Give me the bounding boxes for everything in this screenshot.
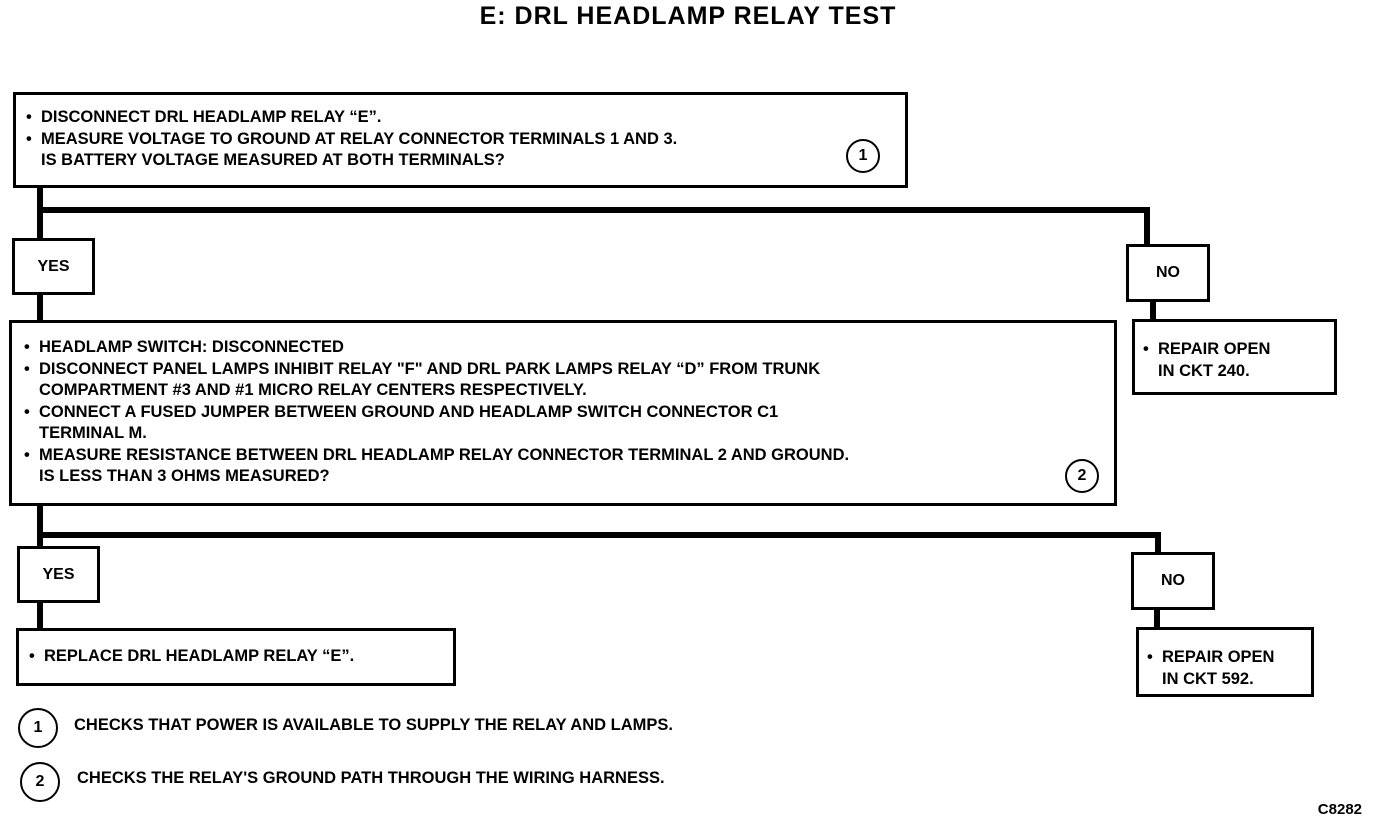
no-action-2-line: • REPAIR OPEN xyxy=(1147,647,1303,669)
page-title: E: DRL HEADLAMP RELAY TEST xyxy=(479,2,897,30)
figure-code: C8282 xyxy=(1317,801,1362,818)
yes-label-2: YES xyxy=(17,546,100,603)
no-action-1-line: • REPAIR OPEN xyxy=(1143,339,1326,361)
step2-line: TERMINAL M. xyxy=(39,424,147,442)
no-action-1-line: IN CKT 240. xyxy=(1158,361,1250,380)
reference-circle-1: 1 xyxy=(846,139,880,173)
step2-question: IS LESS THAN 3 OHMS MEASURED? xyxy=(39,467,330,485)
replace-relay-box xyxy=(16,628,456,686)
no-action-2-line: IN CKT 592. xyxy=(1162,669,1254,688)
no-label-1: NO xyxy=(1126,244,1210,302)
step2-box xyxy=(9,320,1117,506)
yes-action-2-line: • REPLACE DRL HEADLAMP RELAY “E”. xyxy=(29,646,443,668)
no-label-2: NO xyxy=(1131,552,1215,610)
step2-line: COMPARTMENT #3 AND #1 MICRO RELAY CENTERS RESPECTIVELY. xyxy=(39,381,587,399)
note-circle-2: 2 xyxy=(20,762,60,802)
step2-line: • HEADLAMP SWITCH: DISCONNECTED xyxy=(24,337,1102,359)
step1-line: • DISCONNECT DRL HEADLAMP RELAY “E”. xyxy=(26,107,895,129)
connector-step2-no xyxy=(40,535,1158,553)
connector-step1-no xyxy=(40,210,1147,245)
step1-box xyxy=(13,92,908,188)
note-2-text: CHECKS THE RELAY'S GROUND PATH THROUGH THE WIRING HARNESS. xyxy=(77,769,665,787)
yes-label-1: YES xyxy=(12,238,95,295)
note-circle-1: 1 xyxy=(18,708,58,748)
repair-open-592-box xyxy=(1136,627,1314,697)
reference-circle-2: 2 xyxy=(1065,459,1099,493)
step1-question: IS BATTERY VOLTAGE MEASURED AT BOTH TERMINALS? xyxy=(41,151,505,169)
repair-open-240-box xyxy=(1132,319,1337,395)
note-1-text: CHECKS THAT POWER IS AVAILABLE TO SUPPLY THE RELAY AND LAMPS. xyxy=(74,716,673,734)
step1-line: • MEASURE VOLTAGE TO GROUND AT RELAY CONNECTOR TERMINALS 1 AND 3. xyxy=(26,129,895,151)
step2-line: • MEASURE RESISTANCE BETWEEN DRL HEADLAMP RELAY CONNECTOR TERMINAL 2 AND GROUND. xyxy=(24,445,1102,467)
step2-line: • DISCONNECT PANEL LAMPS INHIBIT RELAY "F" AND DRL PARK LAMPS RELAY “D” FROM TRUNK xyxy=(24,359,1102,381)
step2-line: • CONNECT A FUSED JUMPER BETWEEN GROUND AND HEADLAMP SWITCH CONNECTOR C1 xyxy=(24,402,1102,424)
